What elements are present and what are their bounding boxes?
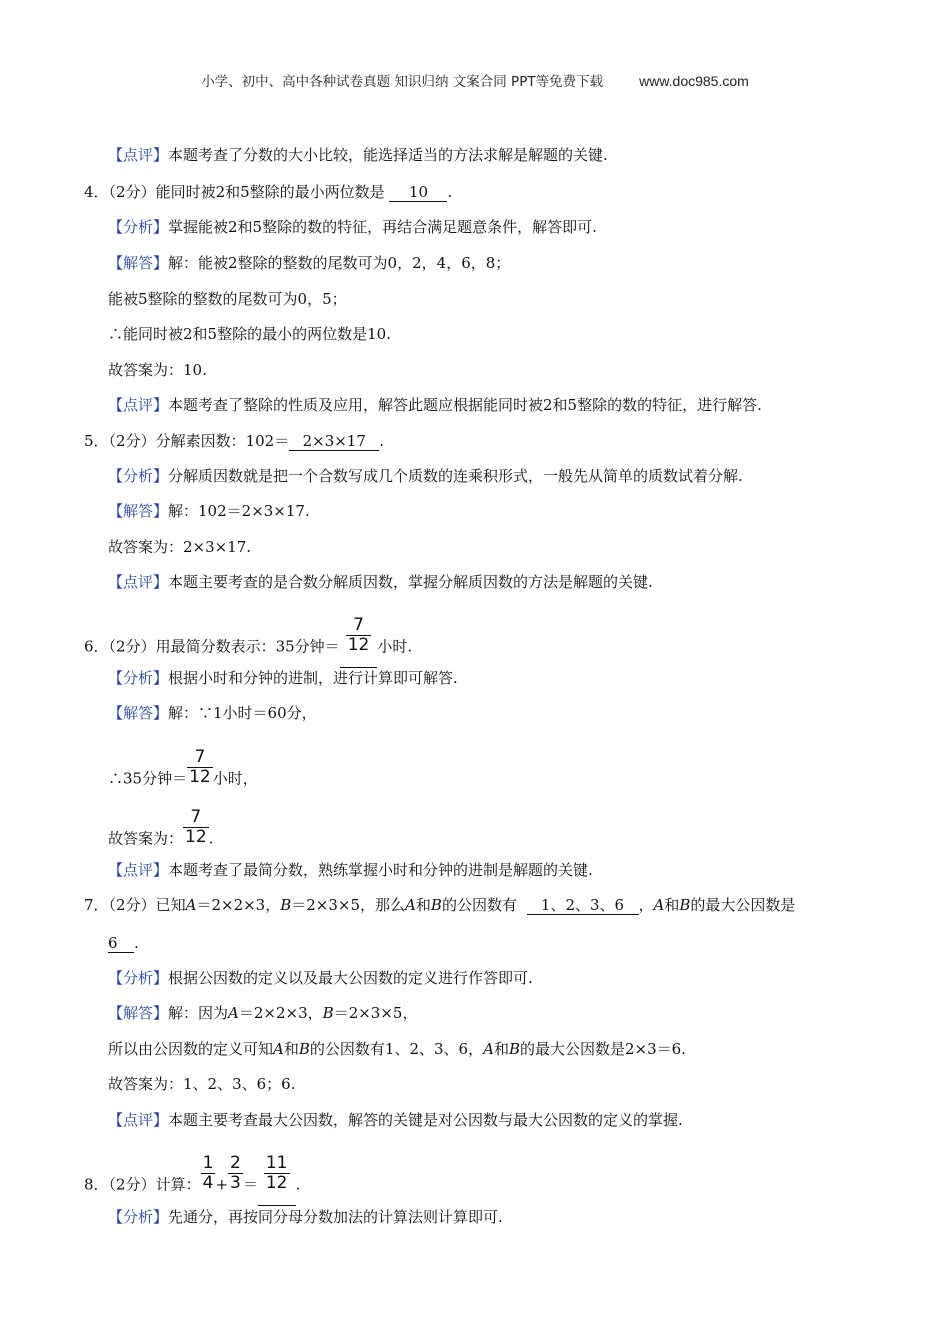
q6-answer-fraction: $\frac{7}{12}$	[347, 615, 370, 655]
q8-fraction-1: $\frac{1}{4}$	[202, 1153, 214, 1193]
q7-question-line2: 6 .	[108, 934, 139, 952]
q4-analysis: 【分析】掌握能被2和5整除的数的特征，再结合满足题意条件，解答即可.	[108, 218, 597, 236]
q6-analysis: 【分析】根据小时和分钟的进制，进行计算即可解答.	[108, 669, 458, 687]
q4-review: 【点评】本题考查了整除的性质及应用，解答此题应根据能同时被2和5整除的数的特征，进行解答.	[108, 396, 762, 414]
analysis-tag: 【分析】	[108, 218, 169, 236]
q8-question: 8．（2分）计算： $\frac{1}{4}$ + $\frac{2}{3}$ ＝ $\frac{11}{12}$ .	[84, 1166, 300, 1206]
q6-answer-line2: ∴35分钟＝ $\frac{7}{12}$ 小时，	[108, 747, 258, 788]
q8-answer-blank	[258, 1153, 296, 1206]
review-tag: 【点评】	[108, 146, 169, 164]
q8-fraction-2: $\frac{2}{3}$	[230, 1153, 241, 1193]
q4-answer-line3: ∴能同时被2和5整除的最小的两位数是10.	[108, 325, 391, 343]
answer-tag: 【解答】	[108, 254, 169, 272]
q6-fraction: $\frac{7}{12}$	[185, 807, 207, 847]
q5-analysis: 【分析】分解质因数就是把一个合数写成几个质数的连乘积形式，一般先从简单的质数试着分解.	[108, 467, 743, 485]
q4-answer-line2: 能被5整除的整数的尾数可为0，5；	[108, 290, 347, 308]
q5-review: 【点评】本题主要考查的是合数分解质因数，掌握分解质因数的方法是解题的关键.	[108, 573, 653, 591]
q6-answer: 【解答】解：∵1小时＝60分，	[108, 704, 317, 722]
q4-answer-line4: 故答案为：10.	[108, 361, 207, 379]
q5-answer-blank: 2×3×17	[289, 432, 379, 451]
header-text: 小学、初中、高中各种试卷真题 知识归纳 文案合同 PPT等免费下载	[201, 74, 604, 90]
q6-answer-line3: 故答案为： $\frac{7}{12}$ .	[108, 807, 214, 848]
q4-answer-blank: 10	[389, 183, 447, 202]
q7-analysis: 【分析】根据公因数的定义以及最大公因数的定义进行作答即可.	[108, 969, 533, 987]
q7-review: 【点评】本题主要考查最大公因数，解答的关键是对公因数与最大公因数的定义的掌握.	[108, 1111, 683, 1129]
q7-question: 7．（2分）已知A＝2×2×3，B＝2×3×5，那么A和B的公因数有 1、2、3、6 ，A和B的最大公因数是	[84, 896, 796, 914]
q8-result-fraction: $\frac{11}{12}$	[265, 1153, 288, 1193]
q6-fraction: $\frac{7}{12}$	[189, 747, 211, 787]
q7-answer: 【解答】解：因为A＝2×2×3，B＝2×3×5，	[108, 1004, 418, 1022]
q4-answer: 【解答】解：能被2整除的整数的尾数可为0，2，4，6，8；	[108, 254, 511, 272]
q3-review: 【点评】本题考查了分数的大小比较，能选择适当的方法求解是解题的关键.	[108, 146, 608, 164]
q6-answer-blank	[340, 615, 378, 668]
q4-question: 4．（2分）能同时被2和5整除的最小两位数是 10 .	[84, 183, 453, 201]
page-header	[0, 70, 950, 90]
header-site: www.doc985.com	[639, 73, 749, 89]
q7-answer-blank-2: 6	[108, 934, 134, 953]
q8-analysis: 【分析】先通分，再按同分母分数加法的计算法则计算即可.	[108, 1208, 503, 1226]
q6-review: 【点评】本题考查了最简分数，熟练掌握小时和分钟的进制是解题的关键.	[108, 861, 593, 879]
q7-answer-blank-1: 1、2、3、6	[527, 896, 639, 915]
q5-answer: 【解答】解：102＝2×3×17.	[108, 502, 310, 520]
q7-answer-line3: 故答案为：1、2、3、6；6.	[108, 1075, 296, 1093]
plus-sign: +	[215, 1175, 229, 1194]
q5-answer-line2: 故答案为：2×3×17.	[108, 538, 252, 556]
q7-answer-line2: 所以由公因数的定义可知A和B的公因数有1、2、3、6，A和B的最大公因数是2×3＝6.	[108, 1040, 686, 1058]
q6-question: 6．（2分）用最简分数表示：35分钟＝ $\frac{7}{12}$ 小时.	[84, 628, 412, 668]
q5-question: 5．（2分）分解素因数：102＝ 2×3×17 .	[84, 432, 385, 450]
